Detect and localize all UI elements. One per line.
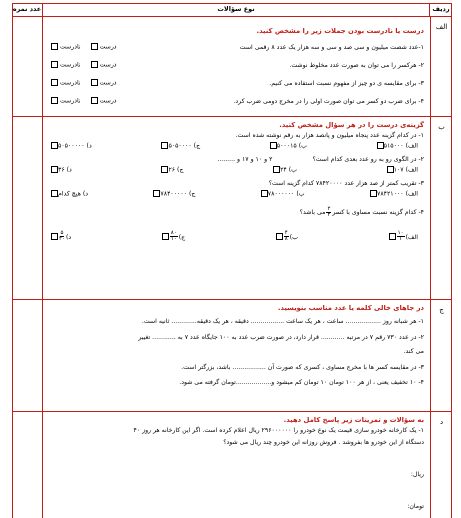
tf-question-text: ۱-عدد شصت میلیون و سی صد و سی و سه هزار یک عدد ۸ رقمی است [239,43,424,51]
mc-option-a[interactable]: الف) ۷۸۴۲۱۰۰۰ [368,190,418,198]
true-option[interactable]: درست [89,61,117,69]
fraction: $\frac{۴}{۸}$ [284,229,288,243]
mc-option-b[interactable]: ب) ۵۰۰۰۱۵ [268,142,307,150]
mc-question-1 [49,132,424,152]
mc-option-a[interactable]: الف) $\frac{۱۰}{۱}$ [387,231,418,243]
mc-options [49,188,424,200]
mc-option-c[interactable]: ج) ۲۶ [159,166,183,174]
checkbox-icon[interactable] [51,97,58,104]
true-option[interactable]: درست [89,97,117,105]
section-a-body [42,17,430,116]
section-d-title: به سؤالات و تمرینات زیر پاسخ کامل دهید. [283,416,424,424]
fraction: $\frac{۲}{۴}$ [327,205,331,219]
tf-question-text: ۲- هرکسر را می توان به صورت عدد مخلوط نوشت. [289,61,424,69]
mc-question-text: ۱- در کدام گزینه عدد پنجاه میلیون و پانصد هزار به رقم نوشته شده است. [235,132,424,140]
mc-option-d[interactable]: د) هیچ کدام [49,190,88,198]
fill-blank-4: ۴- ۱۰ تخفیف یعنی ، از هر ۱۰۰ تومان ۱۰ تومان کم میشود و..................تومان گرفته می شود. [179,379,424,387]
mc-option-c[interactable]: ج) $\frac{۸۰}{۱۰}$ [160,231,185,243]
section-d-body [42,412,430,518]
mc-option-a[interactable]: الف) ۱۰۷ [385,166,418,174]
section-c-body [42,300,430,411]
mc-question-2 [49,156,424,176]
checkbox-icon[interactable] [51,190,58,197]
checkbox-icon[interactable] [91,43,98,50]
tf-question-3 [49,77,424,89]
checkbox-icon[interactable] [377,142,384,149]
fill-blank-3: ۳- در مقایسه کسر ها با مخرج مساوی ، کسری که صورت آن ................. باشد، بزرگتر است. [181,363,424,371]
checkbox-icon[interactable] [91,61,98,68]
mc-option-b[interactable]: ب) $\frac{۴}{۸}$ [274,231,298,243]
pattern-text: ۲ و ۱۰ و ۱۷ و ......... [217,156,273,164]
checkbox-icon[interactable] [162,233,169,240]
section-c-title: در جاهای خالی کلمه یا عدد مناسب بنویسید. [277,304,424,312]
checkbox-icon[interactable] [91,97,98,104]
true-option[interactable]: درست [89,43,117,51]
mc-options [49,164,424,176]
mc-question-text: ۳- تقریب کمتر از صد هزار عدد ۷۸۴۲۰۰۰۰ کدام گزینه است؟ [268,179,424,187]
mc-question-4 [49,206,424,248]
false-option[interactable]: نادرست [49,97,81,105]
section-a-label: الف [430,17,452,116]
checkbox-icon[interactable] [51,79,58,86]
fill-blank-2: ۲- در عدد ۷۳۰ رقم ۷ در مرتبه ............ قرار دارد، در صورت ضرب عدد به ۱۰۰ جایگاه عدد ۷ به ............ تغییر [138,334,424,342]
section-c-label: ج [430,300,452,411]
section-b [12,117,452,300]
rial-answer-label: ریال: [410,470,424,478]
false-option[interactable]: نادرست [49,43,81,51]
mc-option-c[interactable]: ج) ۵۰۵۰۰۰۰ [159,142,200,150]
fill-blank-1: ۱- هر شبانه روز .................. ساعت ، هر یک ساعت ................. دقیقه ، هر یک دقیقه............. ثانیه است. [141,318,424,326]
mc-option-d[interactable]: د) $\frac{۵}{۲۰}$ [49,231,71,243]
mc-option-c[interactable]: ج) ۷۸۴۰۰۰۰۰ [151,190,195,198]
tf-options [49,61,117,69]
header-row-label: ردیف [429,3,452,16]
section-c [12,300,452,412]
mc-option-d[interactable]: د) ۳۶ [49,166,72,174]
mc-question-text: ۲- در الگوی رو به رو عدد بعدی کدام است؟ [312,156,424,164]
mc-option-d[interactable]: د) ۵۰۵۰۰۰۰۰ [49,142,92,150]
mc-option-a[interactable]: الف) ۵۱۵۰۰۰ [375,142,418,150]
mc-options [49,226,424,248]
fraction: $\frac{۱۰}{۱}$ [397,229,404,243]
problem-1-text: ۱- یک کارخانه خودرو سازی قیمت یک نوع خودرو را ۲۹۶۰۰۰۰۰۰ ریال اعلام کرده است. اگر این کارخانه هر روز ۴۰ [133,427,424,435]
false-option[interactable]: نادرست [49,61,81,69]
tf-options [49,97,117,105]
problem-1-text-cont: دستگاه از این خودرو ها بفروشد . فروش روزانه این خودرو چند ریال می شود؟ [223,439,424,447]
section-d [12,412,452,518]
tf-question-4 [49,95,424,107]
tf-question-text: ۴- برای ضرب دو کسر می توان صورت اولی را در مخرج دومی ضرب کرد. [233,97,424,105]
mc-option-b[interactable]: ب) ۷۸۰۰۰۰۰۰ [259,190,305,198]
fill-blank-2-cont: می کند. [403,347,424,355]
table-header [12,3,452,17]
checkbox-icon[interactable] [51,142,58,149]
true-option[interactable]: درست [89,79,117,87]
header-score-label: عدد نمره [12,5,42,14]
checkbox-icon[interactable] [261,190,268,197]
checkbox-icon[interactable] [51,61,58,68]
checkbox-icon[interactable] [51,43,58,50]
checkbox-icon[interactable] [370,190,377,197]
checkbox-icon[interactable] [389,233,396,240]
tf-options [49,79,117,87]
mc-option-b[interactable]: ب) ۲۴ [271,166,297,174]
false-option[interactable]: نادرست [49,79,81,87]
mc-question-3 [49,180,424,200]
checkbox-icon[interactable] [276,233,283,240]
fraction: $\frac{۵}{۲۰}$ [59,229,65,243]
section-a [12,17,452,117]
toman-answer-label: تومان: [407,502,424,510]
section-b-label: ب [430,117,452,299]
tf-question-text: ۳- برای مقایسه ی دو چیز از مفهوم نسبت استفاده می کنیم. [269,79,424,87]
fraction: $\frac{۸۰}{۱۰}$ [170,229,177,243]
tf-options [49,43,117,51]
section-b-title: گزینه‌ی درست را در هر سؤال مشخص کنید. [279,121,424,129]
checkbox-icon[interactable] [270,142,277,149]
section-a-title: درست یا نادرست بودن جملات زیر را مشخص کنید. [256,27,424,35]
header-questions-label: نوع سؤالات [42,3,429,16]
tf-question-1 [49,41,424,53]
checkbox-icon[interactable] [387,166,394,173]
section-d-label: د [430,412,452,518]
tf-question-2 [49,59,424,71]
mc-question-text: ۴- کدام گزینه نسبت مساوی با کسر $\frac{۲}{۴}$ می باشد؟ [299,205,424,219]
mc-options [49,140,424,152]
checkbox-icon[interactable] [91,79,98,86]
checkbox-icon[interactable] [51,233,58,240]
section-b-body [42,117,430,299]
checkbox-icon[interactable] [51,166,58,173]
